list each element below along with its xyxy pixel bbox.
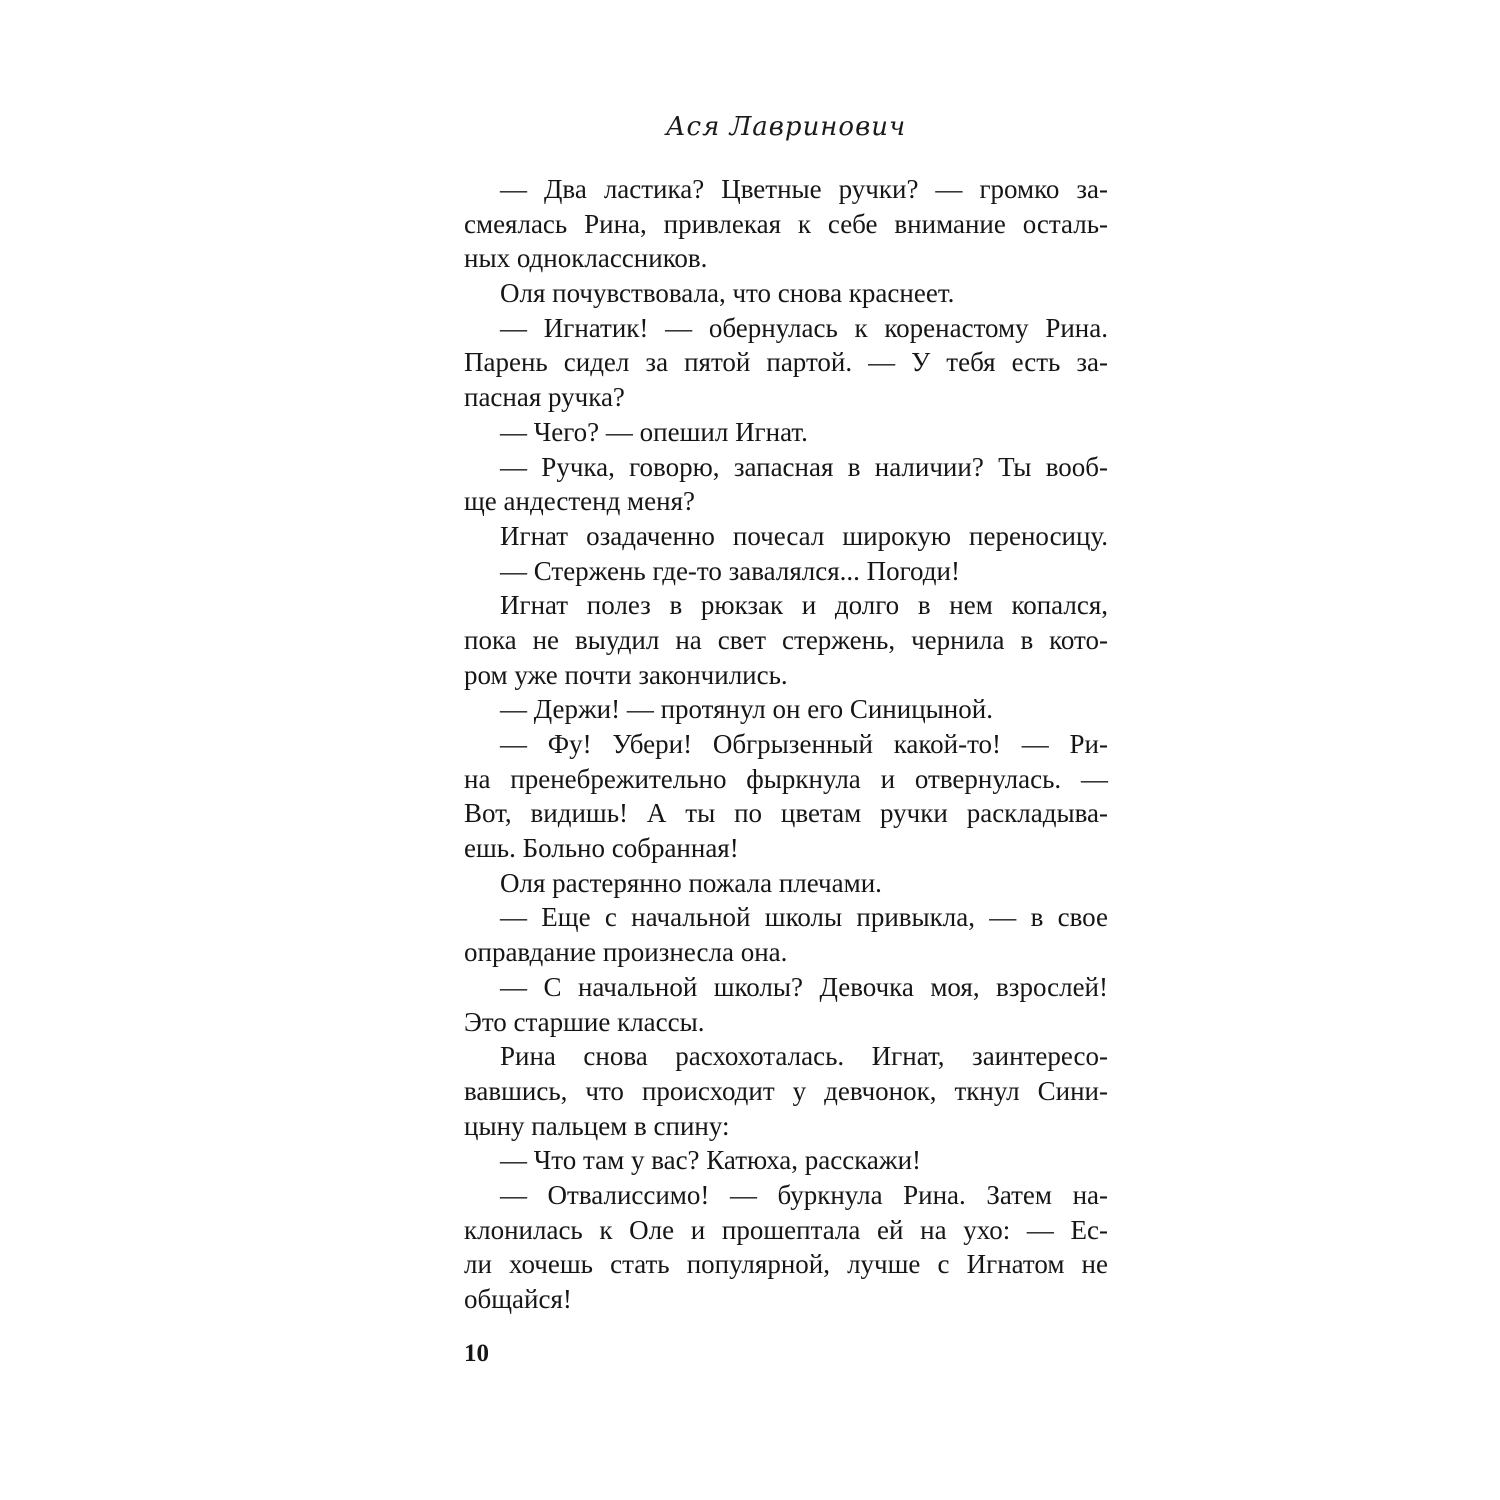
text-line: Это старшие классы. [464,1006,705,1037]
text-line: клонилась к Оле и прошептала ей на ухо: — Ес- [464,1214,1108,1245]
text-line: — Два ластика? Цветные ручки? — громко за- [500,174,1108,204]
text-line: пока не выудил на свет стержень, чернила в кото- [464,624,1108,655]
text-line: Игнат полез в рюкзак и долго в нем копался, [500,590,1108,621]
body-text [464,172,1108,1317]
text-line: — Что там у вас? Катюха, расскажи! [500,1145,922,1176]
text-line: — Ручка, говорю, запасная в наличии? Ты вооб- [500,451,1108,482]
text-line: Оля растерянно пожала плечами. [500,867,882,898]
text-line: ных одноклассников. [464,243,708,274]
text-line: оправдание произнесла она. [464,937,788,968]
text-line: Парень сидел за пятой партой. — У тебя есть за- [464,347,1108,378]
text-line: на пренебрежительно фыркнула и отвернулась. — [464,763,1108,794]
text-line: смеялась Рина, привлекая к себе внимание осталь- [464,208,1108,239]
text-line: — Стержень где-то завалялся... Погоди! [500,555,960,586]
text-line: — Игнатик! — обернулась к коренастому Рина. [500,312,1108,343]
text-line: — Еще с начальной школы привыкла, — в свое [500,902,1108,933]
text-line: — С начальной школы? Девочка моя, взрослей! [500,971,1108,1002]
running-header-author: Ася Лавринович [665,112,907,142]
text-line: общайся! [464,1284,572,1314]
text-line: пасная ручка? [464,382,625,413]
text-line: Рина снова расхохоталась. Игнат, заинтересо- [500,1041,1108,1072]
text-line: — Держи! — протянул он его Синицыной. [500,694,993,725]
text-line: Игнат озадаченно почесал широкую переносицу. [500,520,1108,551]
text-line: Вот, видишь! А ты по цветам ручки раскладыва- [464,798,1108,829]
text-line: ром уже почти закончились. [464,659,788,690]
text-line: цыну пальцем в спину: [464,1110,730,1141]
text-line: — Фу! Убери! Обгрызенный какой-то! — Ри- [500,729,1108,759]
text-line: ли хочешь стать популярной, лучше с Игнатом не [464,1249,1108,1280]
text-line: ще андестенд меня? [464,486,695,517]
text-line: ешь. Больно собранная! [464,833,739,864]
text-line: Оля почувствовала, что снова краснеет. [500,278,955,309]
text-line: — Чего? — опешил Игнат. [500,416,808,447]
text-line: вавшись, что происходит у девчонок, ткнул Сини- [464,1075,1108,1106]
page-number: 10 [464,1340,489,1367]
text-line: — Отвалиссимо! — буркнула Рина. Затем на- [500,1179,1108,1210]
